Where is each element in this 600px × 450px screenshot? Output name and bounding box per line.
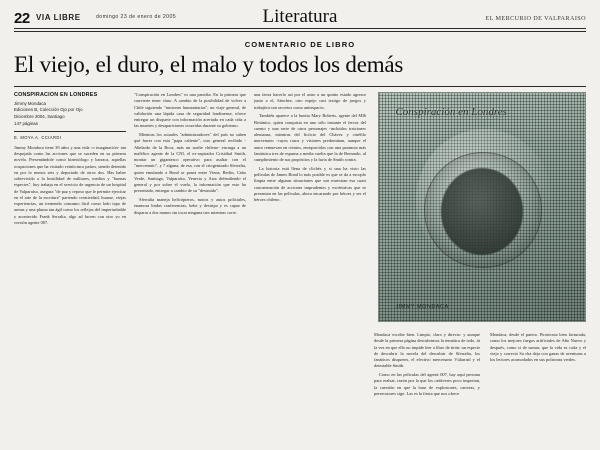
cover-title: Conspiración en Londres — [395, 105, 507, 118]
book-cover-artwork — [378, 92, 586, 322]
masthead-rule-thin — [14, 31, 586, 32]
column-four — [374, 332, 480, 400]
paragraph: "Conspiración en Londres" es una parodia. En la primera que convierte tener claro. A cambio de la posibilidad de volver a Chile siguiendo "misiones humanitarias", un viaje general, de validación una lápida casa de seguridad londinense, ofrece entregar un disquete con información acertada en cada cida a las muertes y desapariciones ocurridas durante su gobierno. — [134, 92, 246, 129]
column-two — [134, 92, 246, 218]
cover-figure-silhouette — [441, 168, 523, 255]
book-title: CONSPIRACION EN LONDRES — [14, 92, 98, 98]
section-title: Literatura — [262, 6, 338, 27]
column-divider-rule — [14, 131, 126, 132]
paragraph: Mondaca, desde el puerto. Pirotecnia bien facturada, como los mejores fuegos artificiales de Año Nuevo y después, como si de sumar, que la vida es coda y el viejo y correcto Sa cha deja con ganas de aventuras a los lectores acomodados en sus poltronas verdes. — [490, 332, 586, 362]
paragraph: Jimmy Mondaca tiene 39 años y una vida -o imaginación- tan despojada como las acciones que se suceden en su primera novela. Presentándole como kinesiólogo y barraca, aquellas ocupaciones que ha visitado veinticinco países, siendo detenido en por lo menos seis y deportado de otros dos. Has haber sobrevivido a la hostilidad de militares, medios y "buenas especies", hoy trabaja en el servicio de urgencia de un hospital de Valparaíso, asegura "de paz y reposo que le permite ejercitar en el arte de la escritura" pariendo creatividad, huaraz, viejas experiencias, un tremendo consumo fácil como lodo tapo de armas y una pluma tan ágil como los reflejos del imperturbable y acontecido Frank Serralta, algo ad lucem con otro yo en versión agente 007. — [14, 144, 126, 225]
book-year-city: Diciembre 2004, Santiago — [14, 113, 65, 119]
article-headline: El viejo, el duro, el malo y todos los demás — [14, 52, 404, 77]
book-pages: 147 páginas — [14, 120, 38, 126]
masthead-rule-thick — [14, 28, 586, 29]
headline-rule — [14, 86, 586, 87]
column-three — [254, 92, 366, 206]
column-one — [14, 92, 126, 229]
book-meta — [14, 101, 126, 127]
paragraph: Mondaca escribe bien. Limpio, claro y directo: y aunque desde la primera página descubrimos la temática de todo, tú la vez en que ello no impide leer a libro de tirón: un especie de descubrir la novela del descubrir de Sferralta, los fanáticos disquetes, el efectivo mercenario Vülarrasl y el detestable Smith. — [374, 332, 480, 369]
masthead — [14, 6, 586, 36]
paragraph: Mientras los actuales "administradores" del país no saben qué hacer con esta "papa caliente", otro general recibido -Abelardo de la Roca, más un suelte chileno- encarga a un maléfico agente de la CNI, el ex-aspirador Cristóbal Smith, montar un gigantesco operativo para asaltar con el "mercenario", y 7 alguna, de esa, con el criogenizado Sferralta, quien emulando a Bond se pasea entre Viena, Berlín, Cabo Verde, Santiago, Valparaíso, Venecia y Asia defendiendo el general y por sobre el vuelo, la información que esto ha presentado, entregar a cambio de su "destruido". — [134, 132, 246, 194]
paragraph: una tierra hacerlo así por el astro a un quinto estado agresor junto a el, Sánchez, otro espejo casi testigo de juegos y trabajitos tan secretos como antiespacio. — [254, 92, 366, 110]
article-byline: E. MOYA A. CCIARDI — [14, 134, 62, 140]
book-author: Jimmy Mondaca — [14, 100, 46, 106]
paragraph: También aparece a la bonita Mary Roberts, agente del MI6 Británico, quien conquista en uno sólo instante el fervor del cuento y una serie de otros personajes -incluidos traiciones alemanas, mientras del ficticio del Chávez y cinéfilo mercenario -cuyos rasos y visiones predominan, aunque el autor remuevan en cientos, enriquecidos con una paranoia más fantástica tres de espuma a media vuelta que la de Bernardo, al cumplimiento de sus propósitos y la furia de Smith contra. — [254, 113, 366, 162]
paragraph: Sferralta maneja helicópteros, motos y autos policiales, enamora lindas conferencias, bebe y destripa y es capaz de disparar a dos manos sin tocar ninguna tres mientras corre. — [134, 197, 246, 215]
paragraph: Como en las películas del agente 007, hay aquí persona para realzar, razón por la que los cadáveres poco importan, la cuestión en que la base de explosiones, carreras, y persecutores sigo. Las es la fiesta que nos ofrece — [374, 372, 480, 396]
section-label: VIA LIBRE — [36, 13, 81, 22]
paragraph: La historia está llena de clichés y si una ha visto las películas de James Bond lo más posible es que se da a escoplo limpia entre algunas situaciones que son muestran esa cuasi concatenación de acciones imprudentes y excéntricas que se presentan en las películas, ahora encarnado por héroes y ser el héroes chileno. — [254, 165, 366, 202]
column-five — [490, 332, 586, 366]
article-kicker: COMENTARIO DE LIBRO — [244, 40, 356, 49]
page-number: 22 — [14, 10, 30, 27]
publication-date: domingo 23 de enero de 2005 — [96, 14, 177, 20]
book-cover-image — [378, 92, 586, 322]
newspaper-brand: EL MERCURIO DE VALPARAISO — [485, 15, 586, 22]
book-publisher: Ediciones B, Colección Ojo por Ojo — [14, 107, 83, 113]
cover-author: JIMMY MONDACA — [395, 303, 449, 310]
